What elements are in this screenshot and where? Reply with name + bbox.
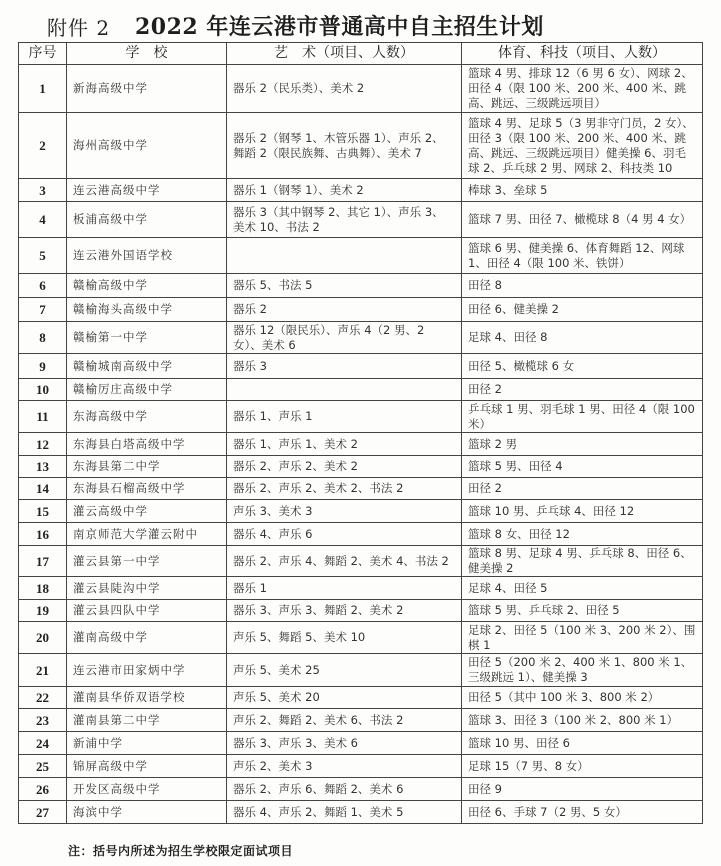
table-row bbox=[19, 65, 703, 113]
row-number-cell: 14 bbox=[19, 478, 67, 500]
sport-tech-quota-cell: 田径 5（200 米 2、400 米 1、800 米 1、三级跳远 1）、健美操 3 bbox=[462, 654, 703, 687]
art-quota-cell: 声乐 5、舞蹈 5、美术 10 bbox=[227, 622, 462, 654]
table-row bbox=[19, 179, 703, 202]
table-header-row bbox=[19, 43, 703, 65]
row-number-cell: 7 bbox=[19, 298, 67, 322]
school-name-cell: 东海高级中学 bbox=[67, 401, 227, 433]
table-row bbox=[19, 600, 703, 622]
table-row bbox=[19, 577, 703, 600]
sport-tech-quota-cell: 篮球 5 男、乒乓球 2、田径 5 bbox=[462, 600, 703, 622]
row-number-cell: 16 bbox=[19, 523, 67, 546]
row-number-cell: 19 bbox=[19, 600, 67, 622]
table-row bbox=[19, 238, 703, 274]
table-row bbox=[19, 274, 703, 298]
school-name-cell: 赣榆海头高级中学 bbox=[67, 298, 227, 322]
art-quota-cell: 器乐 12（限民乐）、声乐 4（2 男、2 女）、美术 6 bbox=[227, 322, 462, 354]
table-row bbox=[19, 456, 703, 478]
row-number-cell: 8 bbox=[19, 322, 67, 354]
art-quota-cell: 器乐 2、声乐 2、美术 2、书法 2 bbox=[227, 478, 462, 500]
school-name-cell: 连云港高级中学 bbox=[67, 179, 227, 202]
art-quota-cell: 器乐 4、声乐 6 bbox=[227, 523, 462, 546]
table-row bbox=[19, 654, 703, 687]
table-row bbox=[19, 546, 703, 577]
sport-tech-quota-cell: 足球 2、田径 5（100 米 3、200 米 2）、围棋 1 bbox=[462, 622, 703, 654]
row-number-cell: 22 bbox=[19, 687, 67, 709]
sport-tech-quota-cell: 棒球 3、垒球 5 bbox=[462, 179, 703, 202]
footnote: 注：括号内所述为招生学校限定面试项目 bbox=[68, 844, 294, 858]
art-quota-cell bbox=[227, 238, 462, 274]
table-row bbox=[19, 687, 703, 709]
row-number-cell: 17 bbox=[19, 546, 67, 577]
row-number-cell: 1 bbox=[19, 65, 67, 113]
sport-tech-quota-cell: 篮球 8 女、田径 12 bbox=[462, 523, 703, 546]
sport-tech-quota-cell: 篮球 5 男、田径 4 bbox=[462, 456, 703, 478]
row-number-cell: 25 bbox=[19, 755, 67, 778]
art-quota-cell: 器乐 1（钢琴 1）、美术 2 bbox=[227, 179, 462, 202]
row-number-cell: 21 bbox=[19, 654, 67, 687]
sport-tech-quota-cell: 篮球 10 男、田径 6 bbox=[462, 732, 703, 755]
table-row bbox=[19, 433, 703, 456]
sport-tech-quota-cell: 篮球 6 男、健美操 6、体育舞蹈 12、网球 1、田径 4（限 100 米、铁饼） bbox=[462, 238, 703, 274]
school-name-cell: 灌云县第一中学 bbox=[67, 546, 227, 577]
table-row bbox=[19, 778, 703, 801]
school-name-cell: 开发区高级中学 bbox=[67, 778, 227, 801]
row-number-cell: 23 bbox=[19, 709, 67, 732]
row-number-cell: 24 bbox=[19, 732, 67, 755]
school-name-cell: 南京师范大学灌云附中 bbox=[67, 523, 227, 546]
art-quota-cell: 器乐 3、声乐 3、舞蹈 2、美术 2 bbox=[227, 600, 462, 622]
school-name-cell: 赣榆高级中学 bbox=[67, 274, 227, 298]
sport-tech-quota-cell: 乒乓球 1 男、羽毛球 1 男、田径 4（限 100 米） bbox=[462, 401, 703, 433]
school-name-cell: 灌云县四队中学 bbox=[67, 600, 227, 622]
school-name-cell: 灌云县陡沟中学 bbox=[67, 577, 227, 600]
school-name-cell: 东海县第二中学 bbox=[67, 456, 227, 478]
column-header-sport-tech: 体育、科技（项目、人数） bbox=[462, 43, 703, 65]
sport-tech-quota-cell: 篮球 4 男、足球 5（3 男非守门员，2 女）、田径 3（限 100 米、200 米、400 米、跳高、跳远、三级跳远项目）健美操 6、羽毛球 2、乒乓球 2 男、网球 2、科技类 10 bbox=[462, 113, 703, 179]
school-name-cell: 赣榆厉庄高级中学 bbox=[67, 379, 227, 401]
sport-tech-quota-cell: 田径 6、手球 7（2 男、5 女） bbox=[462, 801, 703, 824]
sport-tech-quota-cell: 篮球 8 男、足球 4 男、乒乓球 8、田径 6、健美操 2 bbox=[462, 546, 703, 577]
table-row bbox=[19, 401, 703, 433]
art-quota-cell: 声乐 5、美术 20 bbox=[227, 687, 462, 709]
art-quota-cell: 器乐 1 bbox=[227, 577, 462, 600]
art-quota-cell: 器乐 2（民乐类）、美术 2 bbox=[227, 65, 462, 113]
row-number-cell: 18 bbox=[19, 577, 67, 600]
art-quota-cell: 器乐 2、声乐 2、美术 2 bbox=[227, 456, 462, 478]
art-quota-cell: 器乐 2（钢琴 1、木管乐器 1）、声乐 2、舞蹈 2（限民族舞、古典舞）、美术 7 bbox=[227, 113, 462, 179]
school-name-cell: 锦屏高级中学 bbox=[67, 755, 227, 778]
school-name-cell: 新海高级中学 bbox=[67, 65, 227, 113]
row-number-cell: 5 bbox=[19, 238, 67, 274]
art-quota-cell: 声乐 2、美术 3 bbox=[227, 755, 462, 778]
school-name-cell: 赣榆第一中学 bbox=[67, 322, 227, 354]
row-number-cell: 11 bbox=[19, 401, 67, 433]
table-row bbox=[19, 298, 703, 322]
table-row bbox=[19, 379, 703, 401]
table-row bbox=[19, 478, 703, 500]
table-row bbox=[19, 732, 703, 755]
table-row bbox=[19, 801, 703, 824]
art-quota-cell: 器乐 2、声乐 4、舞蹈 2、美术 4、书法 2 bbox=[227, 546, 462, 577]
sport-tech-quota-cell: 足球 15（7 男、8 女） bbox=[462, 755, 703, 778]
school-name-cell: 灌南县华侨双语学校 bbox=[67, 687, 227, 709]
sport-tech-quota-cell: 田径 5（其中 100 米 3、800 米 2） bbox=[462, 687, 703, 709]
school-name-cell: 东海县白塔高级中学 bbox=[67, 433, 227, 456]
table-row bbox=[19, 622, 703, 654]
row-number-cell: 20 bbox=[19, 622, 67, 654]
table-row bbox=[19, 354, 703, 379]
sport-tech-quota-cell: 篮球 2 男 bbox=[462, 433, 703, 456]
document-header bbox=[0, 8, 721, 42]
art-quota-cell: 器乐 3（其中钢琴 2、其它 1）、声乐 3、美术 10、书法 2 bbox=[227, 202, 462, 238]
attachment-label: 附件 2 bbox=[47, 16, 111, 40]
art-quota-cell: 器乐 3、声乐 3、美术 6 bbox=[227, 732, 462, 755]
enrollment-plan-table bbox=[18, 42, 703, 824]
row-number-cell: 3 bbox=[19, 179, 67, 202]
sport-tech-quota-cell: 田径 5、橄榄球 6 女 bbox=[462, 354, 703, 379]
row-number-cell: 15 bbox=[19, 500, 67, 523]
school-name-cell: 赣榆城南高级中学 bbox=[67, 354, 227, 379]
column-header-art: 艺 术（项目、人数） bbox=[227, 43, 462, 65]
art-quota-cell: 器乐 5、书法 5 bbox=[227, 274, 462, 298]
row-number-cell: 13 bbox=[19, 456, 67, 478]
table-row bbox=[19, 755, 703, 778]
sport-tech-quota-cell: 田径 2 bbox=[462, 379, 703, 401]
document-title: 2022 年连云港市普通高中自主招生计划 bbox=[135, 14, 544, 40]
art-quota-cell: 器乐 4、声乐 2、舞蹈 1、美术 5 bbox=[227, 801, 462, 824]
row-number-cell: 27 bbox=[19, 801, 67, 824]
art-quota-cell bbox=[227, 379, 462, 401]
table-row bbox=[19, 113, 703, 179]
column-header-number: 序号 bbox=[19, 43, 67, 65]
school-name-cell: 板浦高级中学 bbox=[67, 202, 227, 238]
sport-tech-quota-cell: 足球 4、田径 5 bbox=[462, 577, 703, 600]
school-name-cell: 东海县石榴高级中学 bbox=[67, 478, 227, 500]
school-name-cell: 灌云高级中学 bbox=[67, 500, 227, 523]
row-number-cell: 26 bbox=[19, 778, 67, 801]
school-name-cell: 海州高级中学 bbox=[67, 113, 227, 179]
art-quota-cell: 器乐 3 bbox=[227, 354, 462, 379]
row-number-cell: 10 bbox=[19, 379, 67, 401]
art-quota-cell: 器乐 2 bbox=[227, 298, 462, 322]
table-row bbox=[19, 202, 703, 238]
row-number-cell: 4 bbox=[19, 202, 67, 238]
sport-tech-quota-cell: 篮球 4 男、排球 12（6 男 6 女）、网球 2、田径 4（限 100 米、200 米、400 米、跳高、跳远、三级跳远项目） bbox=[462, 65, 703, 113]
school-name-cell: 连云港外国语学校 bbox=[67, 238, 227, 274]
row-number-cell: 2 bbox=[19, 113, 67, 179]
sport-tech-quota-cell: 田径 6、健美操 2 bbox=[462, 298, 703, 322]
art-quota-cell: 声乐 2、舞蹈 2、美术 6、书法 2 bbox=[227, 709, 462, 732]
art-quota-cell: 声乐 3、美术 3 bbox=[227, 500, 462, 523]
sport-tech-quota-cell: 田径 9 bbox=[462, 778, 703, 801]
row-number-cell: 12 bbox=[19, 433, 67, 456]
table-body bbox=[19, 65, 703, 824]
row-number-cell: 9 bbox=[19, 354, 67, 379]
sport-tech-quota-cell: 篮球 10 男、乒乓球 4、田径 12 bbox=[462, 500, 703, 523]
sport-tech-quota-cell: 足球 4、田径 8 bbox=[462, 322, 703, 354]
table-row bbox=[19, 523, 703, 546]
art-quota-cell: 器乐 1、声乐 1、美术 2 bbox=[227, 433, 462, 456]
school-name-cell: 灌南县第二中学 bbox=[67, 709, 227, 732]
sport-tech-quota-cell: 篮球 3、田径 3（100 米 2、800 米 1） bbox=[462, 709, 703, 732]
art-quota-cell: 器乐 1、声乐 1 bbox=[227, 401, 462, 433]
table-row bbox=[19, 500, 703, 523]
column-header-school: 学 校 bbox=[67, 43, 227, 65]
art-quota-cell: 声乐 5、美术 25 bbox=[227, 654, 462, 687]
sport-tech-quota-cell: 篮球 7 男、田径 7、橄榄球 8（4 男 4 女） bbox=[462, 202, 703, 238]
school-name-cell: 新浦中学 bbox=[67, 732, 227, 755]
table-row bbox=[19, 709, 703, 732]
art-quota-cell: 器乐 2、声乐 6、舞蹈 2、美术 6 bbox=[227, 778, 462, 801]
school-name-cell: 连云港市田家炳中学 bbox=[67, 654, 227, 687]
sport-tech-quota-cell: 田径 2 bbox=[462, 478, 703, 500]
row-number-cell: 6 bbox=[19, 274, 67, 298]
school-name-cell: 海滨中学 bbox=[67, 801, 227, 824]
sport-tech-quota-cell: 田径 8 bbox=[462, 274, 703, 298]
table-row bbox=[19, 322, 703, 354]
school-name-cell: 灌南高级中学 bbox=[67, 622, 227, 654]
